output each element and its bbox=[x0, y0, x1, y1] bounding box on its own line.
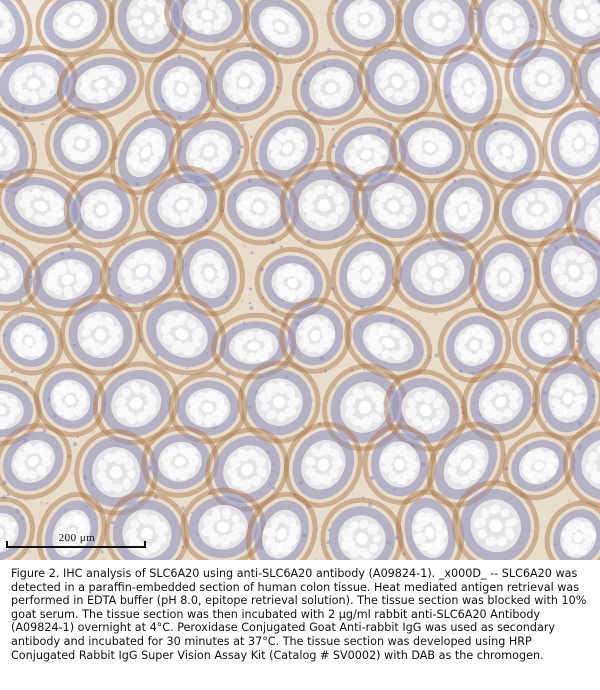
figure-caption: Figure 2. IHC analysis of SLC6A20 using anti-SLC6A20 antibody (A09824-1). _x000D_ -- SLC6A20 was detected in a paraffin-embedded section of human colon tissue. Heat mediated antigen retrieval was performed in EDTA buffer (pH 8.0, epitope retrieval solution). The tissue section was blocked with 10% goat serum. The tissue section was then incubated with 2 μg/ml rabbit anti-SLC6A20 Antibody (A09824-1) overnight at 4°C. Peroxidase Conjugated Goat Anti-rabbit IgG was used as secondary antibody and incubated for 30 minutes at 37°C. The tissue section was developed using HRP Conjugated Rabbit IgG Super Vision Assay Kit (Catalog # SV0002) with DAB as the chromogen. bbox=[11, 567, 587, 662]
scale-bar bbox=[6, 532, 148, 552]
scale-bar-tick-right bbox=[144, 541, 146, 548]
scale-bar-line bbox=[6, 546, 146, 548]
scale-bar-label: 200 μm bbox=[58, 532, 96, 544]
